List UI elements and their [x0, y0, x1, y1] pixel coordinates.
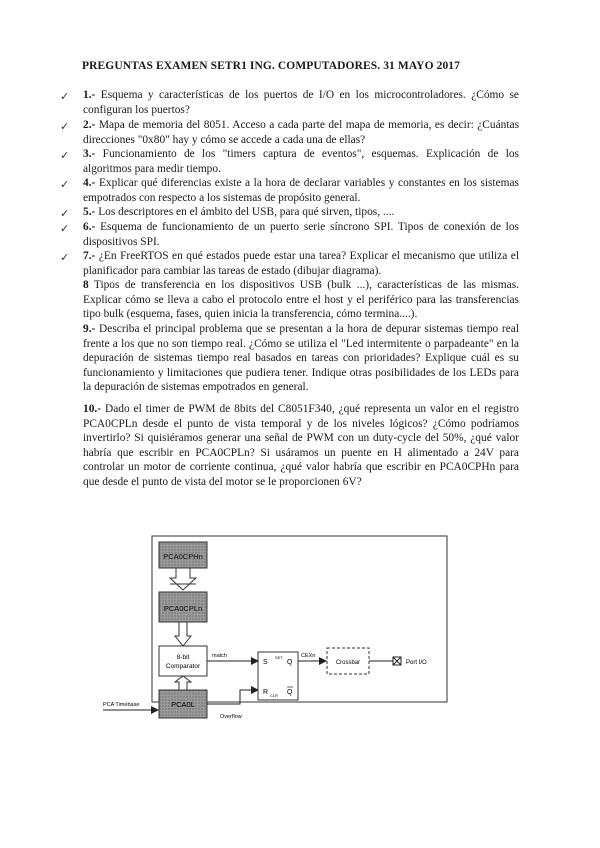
- sr-s-label: S: [263, 659, 268, 666]
- question-5: 5.- Los descriptores en el ámbito del USB, para qué sirven, tipos, ....: [83, 206, 395, 218]
- check-mark-icon: ✓: [60, 120, 70, 133]
- comparator-line2: Comparator: [165, 663, 201, 670]
- comparator-line1: 8-bit: [176, 654, 190, 661]
- counter-to-comparator-arrow: [175, 676, 191, 690]
- check-mark-icon: ✓: [60, 178, 70, 191]
- comparator-block: [159, 646, 207, 676]
- check-mark-icon: ✓: [60, 207, 70, 220]
- pca0l-label: PCA0L: [171, 700, 195, 709]
- question-6: 6.- Esquema de funcionamiento de un puerto serie síncrono SPI. Tipos de conexión de los dispositivos SPI.: [83, 221, 519, 248]
- check-mark-icon: ✓: [60, 149, 70, 162]
- crossbar-label: Crossbar: [335, 660, 361, 666]
- sr-q-label: Q: [287, 659, 293, 666]
- sr-clr-label: CLR: [270, 693, 279, 698]
- pca-timebase-label: PCA Timebase: [103, 702, 140, 708]
- question-9: 9.- Describa el principal problema que se presentan a la hora de depurar sistemas tiempo real frente a los que no son tiempo real. ¿Cómo se utiliza el "Led intermitente o parpadeante" en la depuración de sistemas tiempo real basados en tareas con prioridades? Explique cuál es su funcionamiento y limitaciones que pudiera tener. Indique otras posibilidades de los LEDs para la depuración de sistemas empotrados en general.: [83, 323, 519, 394]
- question-4: 4.- Explicar qué diferencias existe a la hora de declarar variables y constantes en los sistemas empotrados con respecto a los sistemas de propósito general.: [83, 177, 519, 204]
- port-io-label: Port I/O: [406, 660, 427, 666]
- question-3: 3.- Funcionamiento de los "timers captura de eventos", esquemas. Explicación de los algoritmos para medir tiempo.: [83, 148, 519, 175]
- overflow-label: Overflow: [220, 714, 242, 720]
- sr-r-label: R: [263, 689, 269, 696]
- register-to-comparator-arrow: [175, 622, 191, 646]
- check-mark-icon: ✓: [60, 90, 70, 103]
- question-10: 10.- Dado el timer de PWM de 8bits del C8051F340, ¿qué representa un valor en el registro PCA0CPLn desde el punto de vista temporal y de los niveles lógicos? ¿Cómo podríamos invertirlo? Si quisiéramos generar una señal de PWM con un duty-cycle del 50%, ¿qué valor habría que escribir en PCA0CPLn? Si usáramos un puente en H alimentado a 24V para controlar un motor de corriente continua, ¿qué valor habría que escribir en PCA0CPHn para que desde el punto de vista del motor se le proporcionen 6V?: [83, 403, 519, 488]
- cex-label: CEXn: [301, 653, 316, 659]
- match-label: match: [212, 653, 227, 659]
- page-title: PREGUNTAS EXAMEN SETR1 ING. COMPUTADORES. 31 MAYO 2017: [82, 60, 461, 72]
- question-7: 7.- ¿En FreeRTOS en qué estados puede estar una tarea? Explicar el mecanismo que utiliza el planificador para cambiar las tareas de estado (dibujar diagrama).: [83, 250, 519, 277]
- transfer-arrow: [170, 568, 196, 590]
- sr-qbar-label: Q: [287, 689, 293, 696]
- question-8: 8 Tipos de transferencia en los dispositivos USB (bulk ...), características de las mismas. Explicar cómo se lleva a cabo el protocolo entre el host y el periférico para las transferencias tipo bulk (esquema, fases, quien inicia la transferencia, cómo termina....).: [83, 279, 519, 321]
- pca0cpln-label: PCA0CPLn: [163, 604, 203, 613]
- check-mark-icon: ✓: [60, 251, 70, 264]
- pca0cphn-label: PCA0CPHn: [163, 552, 203, 561]
- question-2: 2.- Mapa de memoria del 8051. Acceso a cada parte del mapa de memoria, es decir: ¿Cuántas direcciones "0x80" hay y cómo se accede a cada una de ellas?: [83, 119, 520, 146]
- sr-set-label: SET: [275, 655, 283, 660]
- check-mark-icon: ✓: [60, 222, 70, 235]
- question-1: 1.- Esquema y características de los puertos de I/O en los microcontroladores. ¿Cómo se configuran los puertos?: [83, 89, 519, 116]
